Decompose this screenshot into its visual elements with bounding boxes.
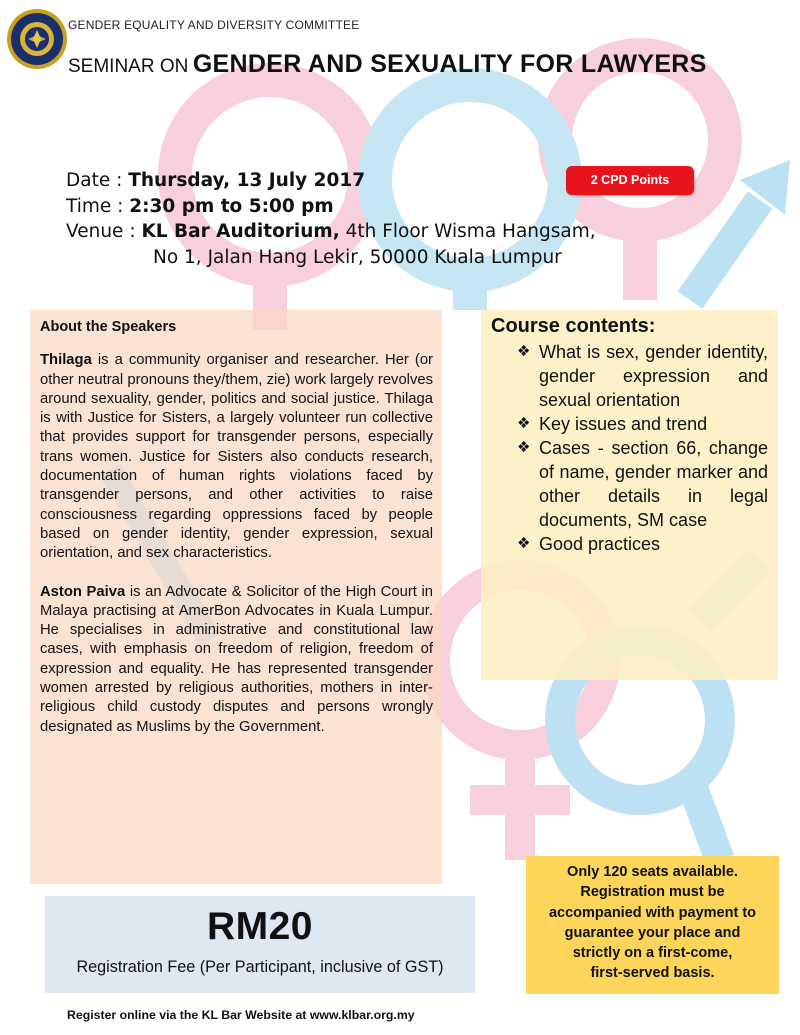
seats-line: strictly on a first-come, — [572, 945, 733, 962]
speaker-bio-text: is a community organiser and researcher. Her (or other neutral pronouns they/them, zie) work largely revolves around sexuality, gender, politics and social justice. Thilaga is with Justice for Sisters, a largely volunteer run collective that provides support for transgender persons, especially trans women. Justice for Sisters also conducts research, documentation of human rights violations faced by transgender persons, and other activities to raise consciousness regarding oppressions faced by people based on gender identity, gender expression, sexual orientation, and sex characteristics. — [40, 352, 433, 562]
fee-note: Registration Fee (Per Participant, inclusive of GST) — [76, 958, 444, 976]
seats-line: first-served basis. — [590, 965, 715, 982]
time-row — [66, 194, 596, 220]
diamond-bullet-icon: ❖ — [517, 415, 531, 432]
time-label: Time : — [66, 195, 124, 217]
event-details — [66, 168, 596, 270]
diamond-bullet-icon: ❖ — [517, 535, 531, 552]
speaker-bio-text: is an Advocate & Solicitor of the High Court in Malaya practising at AmerBon Advocates in Kuala Lumpur. He specialises in administrative and constitutional law cases, with emphasis on freedom of religion, freedom of expression and equality. He has represented transgender women arrested by religious authorities, mothers in inter-religious child custody disputes and persons wrongly designated as Muslims by the Government. — [40, 583, 434, 735]
course-contents-panel — [481, 310, 778, 680]
registration-footer: Register online via the KL Bar Website at www.klbar.org.my — [67, 1008, 415, 1022]
course-heading: Course contents: — [491, 315, 656, 337]
date-label: Date : — [66, 170, 123, 191]
speaker-name: Aston Paiva — [40, 583, 126, 600]
title-prefix: SEMINAR ON — [68, 56, 189, 77]
diamond-bullet-icon: ❖ — [517, 343, 531, 360]
venue-address-line1: 4th Floor Wisma Hangsam, — [339, 221, 596, 242]
venue-row — [66, 219, 596, 245]
speaker-name: Thilaga — [40, 352, 92, 369]
course-list — [491, 340, 768, 556]
date-value: Thursday, 13 July 2017 — [128, 170, 366, 191]
fee-amount: RM20 — [206, 905, 314, 948]
list-item: ❖ Key issues and trend — [517, 414, 708, 434]
speakers-heading: About the Speakers — [40, 319, 177, 335]
speaker-bio — [40, 351, 433, 563]
title-main: GENDER AND SEXUALITY FOR LAWYERS — [192, 50, 707, 78]
date-row — [66, 168, 596, 194]
bar-seal-logo — [6, 8, 68, 70]
list-item: ❖ Good practices — [517, 534, 661, 554]
time-value: 2:30 pm to 5:00 pm — [129, 195, 334, 217]
committee-name: GENDER EQUALITY AND DIVERSITY COMMITTEE — [68, 18, 360, 32]
seats-line: Registration must be — [580, 884, 725, 901]
page-title — [68, 50, 707, 79]
cpd-points-badge: 2 CPD Points — [566, 166, 694, 195]
speakers-panel — [30, 310, 442, 884]
venue-label: Venue : — [66, 221, 136, 242]
speaker-bio — [40, 583, 433, 737]
seats-line: Only 120 seats available. — [567, 864, 738, 880]
list-item: ❖ What is sex, gender identity, gender expression and sexual orientation — [517, 342, 768, 410]
registration-fee-box — [45, 896, 475, 993]
list-item: ❖ Cases - section 66, change of name, gender marker and other details in legal documents, SM case — [517, 438, 768, 530]
seats-line: guarantee your place and — [564, 924, 741, 941]
seats-notice-box — [526, 856, 779, 994]
seats-line: accompanied with payment to — [548, 904, 757, 921]
venue-name: KL Bar Auditorium, — [141, 221, 340, 242]
diamond-bullet-icon: ❖ — [517, 439, 531, 456]
venue-address-line2: No 1, Jalan Hang Lekir, 50000 Kuala Lumpur — [153, 246, 562, 268]
